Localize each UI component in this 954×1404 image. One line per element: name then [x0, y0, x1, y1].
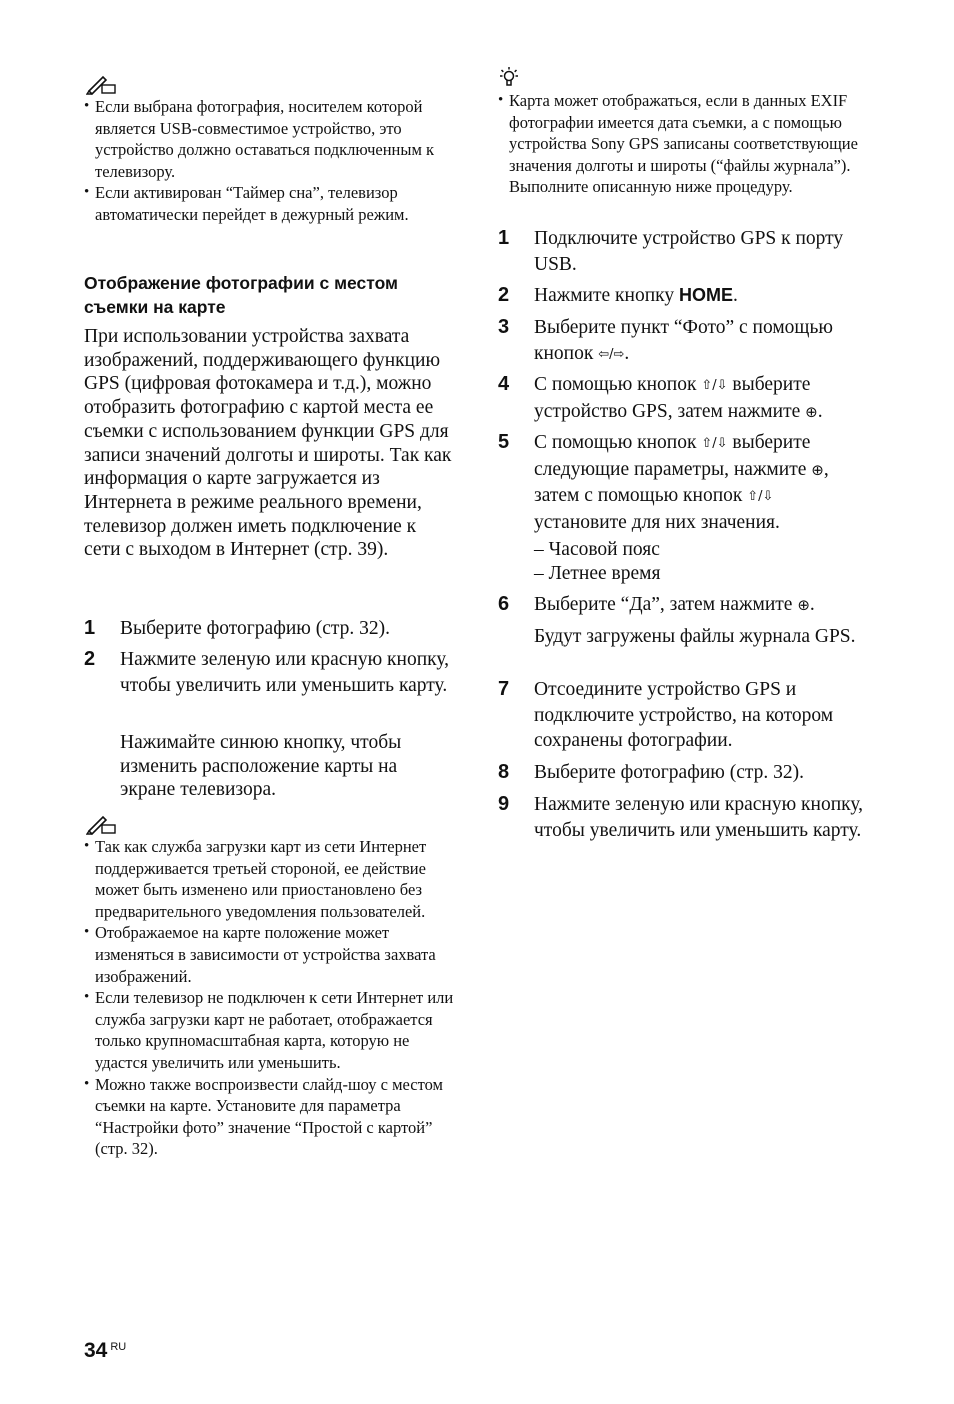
list-item: • Если телевизор не подключен к сети Интернет или служба загрузки карт не работает, отображается только крупномасштабная карта, которую не удастся увеличить или уменьшить.: [84, 987, 456, 1073]
step-text: Нажмите кнопку HOME.: [534, 285, 738, 306]
list-item: • Карта может отображаться, если в данных EXIF фотографии имеется дата съемки, а с помощью устройства Sony GPS записаны соответствующие значения долготы и широты (“файлы журнала”). Выполните описанную ниже процедуру.: [498, 90, 870, 198]
up-down-arrow-icon: ⇧/⇩: [747, 489, 774, 505]
note-pencil-icon: [86, 73, 118, 95]
section-heading: Отображение фотографии с местом съемки на карте: [84, 273, 398, 317]
up-down-arrow-icon: ⇧/⇩: [701, 378, 728, 393]
page-number: 34: [84, 1339, 108, 1362]
notes-list-top: [84, 96, 456, 226]
list-item: • Так как служба загрузки карт из сети Интернет поддерживается третьей стороной, ее действие может быть изменено или приостановлено без предварительного уведомления пользователей.: [84, 836, 456, 922]
step-subtext: Нажимайте синюю кнопку, чтобы изменить расположение карты на экране телевизора.: [120, 732, 402, 801]
list-item: • Если выбрана фотография, носителем которой является USB-совместимое устройство, это устройство должно оставаться подключенным к телевизору.: [84, 96, 456, 182]
step-number: 9: [498, 793, 510, 815]
list-item: • Отображаемое на карте положение может изменяться в зависимости от устройства захвата изображений.: [84, 922, 456, 987]
list-item: • Можно также воспроизвести слайд-шоу с местом съемки на карте. Установите для параметра “Настройки фото” значение “Простой с картой” (стр. 32).: [84, 1074, 456, 1160]
step-text: Выберите пункт “Фото” с помощью кнопок ⇦/⇨.: [534, 317, 833, 364]
step-number: 1: [84, 617, 96, 639]
step-option: – Летнее время: [534, 563, 661, 584]
language-code: RU: [110, 1341, 127, 1353]
step-text: С помощью кнопок ⇧/⇩ выберите следующие параметры, нажмите ⊕, затем с помощью кнопок ⇧/⇩ установите для них значения.: [534, 432, 829, 533]
step-text: Отсоедините устройство GPS и подключите устройство, на котором сохранены фотографии.: [534, 679, 834, 752]
step-text: Выберите “Да”, затем нажмите ⊕.: [534, 594, 815, 615]
enter-button-icon: ⊕: [805, 402, 818, 421]
lightbulb-hint-icon: [499, 66, 519, 88]
step-number: 2: [84, 648, 96, 670]
step-text: Выберите фотографию (стр. 32).: [534, 762, 805, 783]
step-number: 7: [498, 678, 510, 700]
left-right-arrow-icon: ⇦/⇨: [598, 346, 625, 362]
list-item: • Если активирован “Таймер сна”, телевизор автоматически перейдет в дежурный режим.: [84, 182, 456, 225]
page-footer: [84, 1339, 126, 1363]
step-text: Подключите устройство GPS к порту USB.: [534, 228, 844, 275]
step-text: Нажмите зеленую или красную кнопку, чтобы увеличить или уменьшить карту.: [120, 649, 450, 696]
step-text: Выберите фотографию (стр. 32).: [120, 618, 391, 639]
step-text: С помощью кнопок ⇧/⇩ выберите устройство GPS, затем нажмите ⊕.: [534, 374, 823, 422]
step-number: 3: [498, 316, 510, 338]
step-number: 1: [498, 227, 510, 249]
step-number: 6: [498, 593, 510, 615]
enter-button-icon: ⊕: [797, 596, 810, 614]
step-text: Нажмите зеленую или красную кнопку, чтобы увеличить или уменьшить карту.: [534, 794, 864, 841]
notes-list-bottom: [84, 836, 456, 1160]
tip-list: [498, 90, 870, 198]
step-number: 4: [498, 373, 510, 395]
note-pencil-icon: [86, 813, 118, 835]
step-subtext: Будут загружены файлы журнала GPS.: [534, 626, 856, 647]
enter-button-icon: ⊕: [811, 460, 824, 479]
step-number: 5: [498, 431, 510, 453]
up-down-arrow-icon: ⇧/⇩: [701, 436, 728, 451]
step-option: – Часовой пояс: [534, 539, 660, 560]
home-button-label: HOME: [678, 285, 733, 305]
intro-paragraph: При использовании устройства захвата изображений, поддерживающего функцию GPS (цифровая фотокамера и т.д.), можно отобразить фотографию с картой места ее съемки с использованием функции GPS для записи значений долготы и широты. Так как информация о карте загружается из Интернета в режиме реального времени, телевизор должен иметь подключение к сети с выходом в Интернет (стр. 39).: [84, 326, 452, 561]
step-number: 2: [498, 284, 510, 306]
step-number: 8: [498, 761, 510, 783]
